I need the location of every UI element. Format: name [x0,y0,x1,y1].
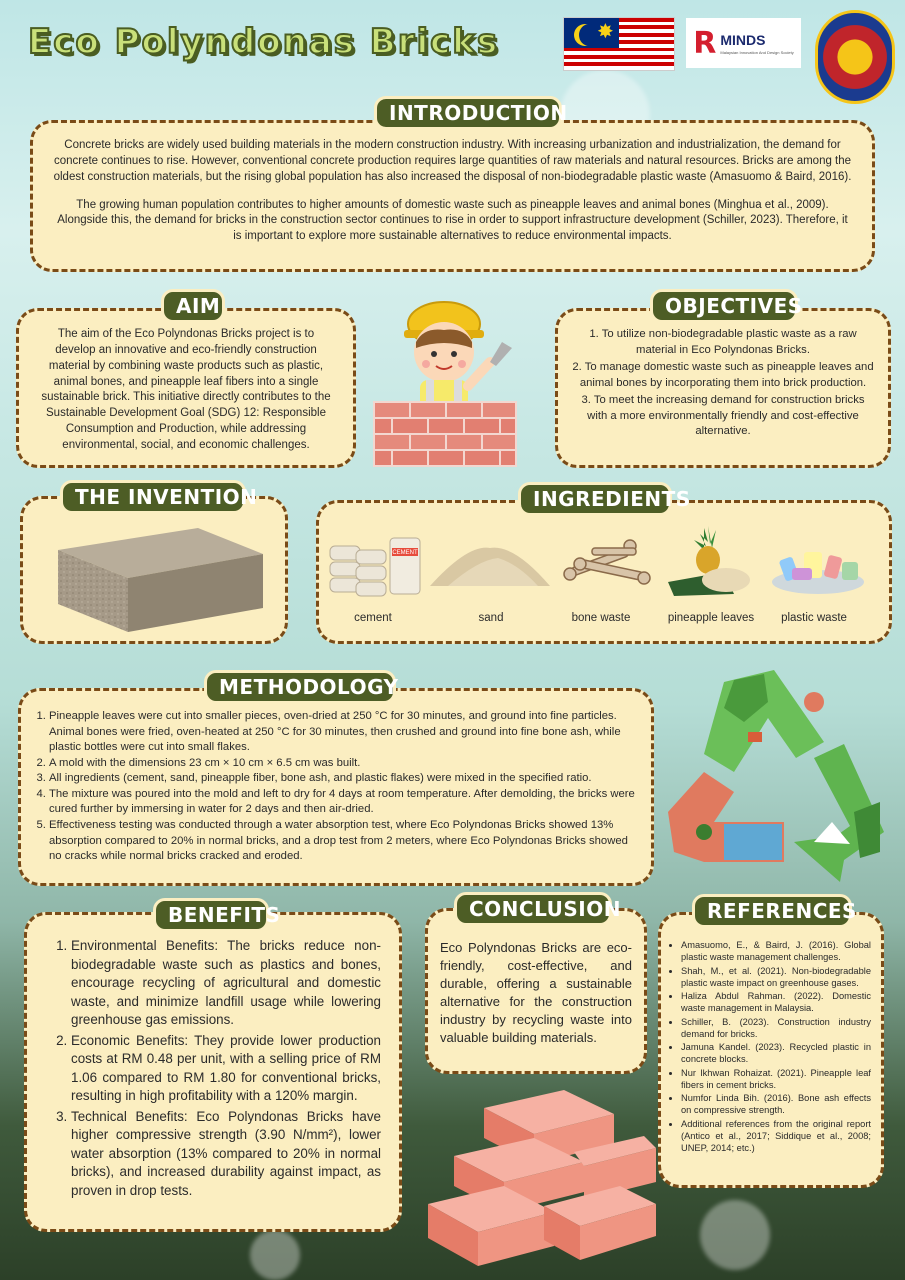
references-box [658,912,884,1188]
methodology-heading: METHODOLOGY [204,670,396,704]
minds-logo [686,18,801,68]
methodology-step: 2. A mold with the dimensions 23 cm × 10 cm × 6.5 cm was built. [49,756,635,772]
conclusion-box [425,908,647,1074]
reference-item: • Shah, M., et al. (2021). Non-biodegradable plastic waste impact on greenhouse gases. [681,965,871,990]
sand-pile-icon [428,524,552,600]
cement-bags-icon [326,524,426,600]
methodology-step: 3. All ingredients (cement, sand, pineapple fiber, bone ash, and plastic flakes) were mixed in the specified ratio. [49,771,635,787]
aim-text: The aim of the Eco Polyndonas Bricks project is to develop an innovative and eco-friendly construction material by combining waste products such as plastic, animal bones, and pineapple leaf fibers into a single sustainable brick. This initiative directly contributes to the Sustainable Development Goal (SDG) 12: Responsible Consumption and Production, while addressing environmental, social, and economic challenges. [41,328,331,452]
builder-kid-illustration [364,282,524,468]
references-heading: REFERENCES [692,894,852,928]
aim-heading: AIM [161,289,225,323]
methodology-step: 5. Effectiveness testing was conducted through a water absorption test, where Eco Polyndonas Bricks showed 13% absorption compared to 20% in normal bricks, and a drop test from 2 meters, where Eco Polyndonas Bricks showed no cracks while normal bricks cracked and eroded. [49,818,635,865]
reference-item: • Haliza Abdul Rahman. (2022). Domestic waste management in Malaysia. [681,990,871,1015]
recycle-arrows-illustration [664,662,886,892]
objective-item: 2. To manage domestic waste such as pineapple leaves and animal bones by incorporating them into brick production. [572,361,874,389]
aim-box [16,308,356,468]
minds-logo-letter: R [693,25,717,61]
benefit-item: 3. Technical Benefits: Eco Polyndonas Bricks have higher compressive strength (3.90 N/mm²), lower water absorption (13% compared to 20% in normal bricks), and increased durability against impact, as proven in drop tests. [71,1108,381,1201]
ingredient-name-plastic-waste: plastic waste [781,612,847,624]
objective-item: 1. To utilize non-biodegradable plastic waste as a raw material in Eco Polyndonas Bricks. [589,328,857,356]
ingredients-heading: INGREDIENTS [518,482,672,516]
ingredient-name-bone-waste: bone waste [571,612,631,624]
reference-item: • Numfor Linda Bih. (2016). Bone ash effects on compressive strength. [681,1092,871,1117]
invention-heading: THE INVENTION [60,480,246,514]
conclusion-text: Eco Polyndonas Bricks are eco-friendly, cost-effective, and durable, offering a sustainable alternative for the construction industry by recycling waste into valuable building materials. [440,940,632,1045]
background-bokeh [700,1200,770,1270]
minds-logo-subtext: Malaysian Innovation And Design Society [720,50,794,56]
bones-icon [556,524,656,600]
introduction-box [30,120,875,272]
ingredient-name-cement: cement [354,612,392,624]
malaysia-flag-icon: ✸ [563,17,675,71]
reference-item: • Amasuomo, E., & Baird, J. (2016). Global plastic waste management challenges. [681,939,871,964]
cement-bag-label: CEMENT [392,550,418,556]
introduction-paragraph-1: Concrete bricks are widely used building materials in the modern construction industry. With increasing urbanization and industrialization, the demand for concrete continues to rise. However, conventional concrete production requires large quantities of raw materials and natural resources. Bricks are among the oldest construction materials, but the rising global population has also increased the disposal of non-biodegradable plastic waste (Amasuomo & Baird, 2016). [53,139,852,183]
ingredient-name-sand: sand [478,612,504,624]
plastic-waste-icon [768,524,868,600]
benefits-heading: BENEFITS [153,898,269,932]
benefits-box [24,912,402,1232]
objective-item: 3. To meet the increasing demand for construction bricks with a more environmentally friendly and cost-effective alternative. [581,394,865,438]
eco-brick-image [48,520,270,638]
introduction-heading: INTRODUCTION [374,96,562,130]
pineapple-icon [664,524,764,600]
poster-title: Eco Polyndonas Bricks [28,22,500,62]
objectives-box [555,308,891,468]
ingredient-name-pineapple-leaves: pineapple leaves [667,612,755,624]
benefit-item: 2. Economic Benefits: They provide lower production costs at RM 0.48 per unit, with a selling price of RM 1.06 compared to RM 1.80 for conventional bricks, resulting in high profitability with a 120% margin. [71,1032,381,1106]
school-crest-icon [815,10,895,104]
minds-logo-text: MINDS [720,31,766,48]
reference-item: • Nur Ikhwan Rohaizat. (2021). Pineapple leaf fibers in cement bricks. [681,1067,871,1092]
reference-item: • Additional references from the original report (Antico et al., 2017; Siddique et al., 2008; UNEP, 2014; etc.) [681,1118,871,1155]
methodology-step: 4. The mixture was poured into the mold and left to dry for 4 days at room temperature. After demolding, the bricks were cured further by immersing in water for 2 days and then air-dried. [49,787,635,818]
objectives-heading: OBJECTIVES [650,289,798,323]
methodology-step: 1. Pineapple leaves were cut into smaller pieces, oven-dried at 250 °C for 30 minutes, and ground into fine particles. Animal bones were fried, oven-heated at 250 °C for 30 minutes, then crushed and ground into fine bone ash, while plastic bottles were cut into small flakes. [49,709,635,756]
reference-item: • Schiller, B. (2023). Construction industry demand for bricks. [681,1016,871,1041]
methodology-box [18,688,654,886]
background-bokeh [250,1230,300,1280]
conclusion-heading: CONCLUSION [454,892,612,926]
introduction-paragraph-2: The growing human population contributes to higher amounts of domestic waste such as pineapple leaves and animal bones (Minghua et al., 2009). Alongside this, the demand for bricks in the construction sector continues to rise in order to support infrastructure development (Schiller, 2023). Therefore, it is important to explore more sustainable alternatives to reduce environmental impacts. [57,198,848,243]
benefit-item: 1. Environmental Benefits: The bricks reduce non-biodegradable waste such as plastics and bones, encourage recycling of agricultural and domestic waste, and minimize landfill usage while lowering greenhouse gas emissions. [71,937,381,1030]
pink-bricks-illustration [424,1086,658,1272]
reference-item: • Jamuna Kandel. (2023). Recycled plastic in concrete blocks. [681,1041,871,1066]
